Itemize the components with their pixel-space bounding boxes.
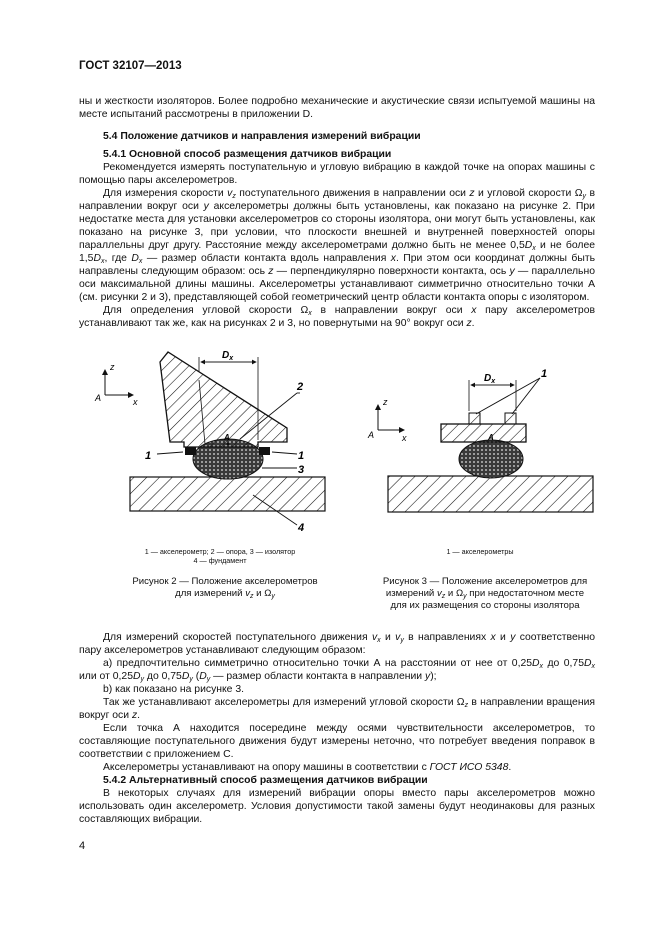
fig3-callout-1: 1: [541, 368, 548, 380]
fig2-accelerometer-right: [259, 447, 270, 455]
section-5-4-2-heading: 5.4.2 Альтернативный способ размещения датчиков вибрации: [103, 775, 428, 786]
fig3-support-plate: [441, 424, 526, 442]
fig2-callout-2: 2: [297, 381, 304, 393]
section-5-4-1-heading: 5.4.1 Основной способ размещения датчиков вибрации: [103, 149, 392, 160]
fig2-callout-1-left: 1: [145, 450, 152, 462]
fig3-accelerometer-right: [505, 413, 516, 424]
fig2-foundation: [130, 477, 325, 511]
fig3-axis-a-label: A: [368, 430, 375, 440]
document-header: ГОСТ 32107—2013: [79, 60, 182, 72]
section-5-4-heading: 5.4 Положение датчиков и направления измерений вибрации: [103, 131, 421, 142]
list-item-a: а) предпочтительно симметрично относительно точки А на расстоянии от нее от $0,25D_x$ до $0,75D_x$ или от $0,25D_y$ до $0,75D_y$ ($D_y$ — размер области контакта в направлении y);: [79, 658, 595, 683]
fig3-legend: 1 — акселерометры: [446, 547, 514, 556]
fig3-dimension-dx: [469, 373, 516, 411]
fig2-callout-4: 4: [298, 522, 305, 534]
page-number: 4: [79, 840, 86, 852]
fig2-axis-a-label: A: [95, 393, 102, 403]
fig3-dx-label: $D_x$: [484, 373, 496, 385]
fig3-foundation: [388, 476, 593, 512]
paragraph-omega-z: Так же устанавливают акселерометры для измерений угловой скорости $\Omega_z$ в направлении вращения вокруг оси z.: [79, 697, 596, 721]
paragraph-figure2-description: Для измерения скорости $v_z$ поступательного движения в направлении оси z и угловой скорости $\Omega_y$ в направлении вокруг оси y акселерометры должны быть установлены, как показано на рисунке 2. При недостатке места для установки акселерометров со стороны изолятора, они могут быть установлены, как показано на рисунке 3, при условии, что плоскости внешней и внутренней поверхностей опоры параллельны друг другу. Расстояние между акселерометрами должно быть не менее $0,5D_x$ и не более $1,5D_x$, где $D_x$ — размер области контакта вдоль направления x. При этом оси координат должны быть направлены следующим образом: ось z — перпендикулярно поверхности контакта, ось y — параллельно оси максимальной длины машины. Акселерометры устанавливают симметрично относительно точки А (см. рисунки 2 и 3), представляющей собой геометрический центр области контакта опоры с изолятором.: [79, 188, 596, 303]
fig3-axis-z-label: z: [383, 397, 388, 407]
fig2-accelerometer-left: [185, 447, 196, 455]
fig2-axis-x-label: x: [133, 397, 138, 407]
fig3-isolator: [459, 440, 523, 478]
fig2-legend: 1 — акселерометр; 2 — опора, 3 — изолятор 4 — фундамент: [144, 547, 296, 565]
paragraph-point-a-correction: Если точка А находится посередине между осями чувствительности акселерометров, то составляющие поступательного движения будут измерены неточно, что потребует введения поправок в соответствии с приложением С.: [79, 723, 595, 760]
fig3-axes: [367, 397, 407, 443]
fig2-axes: [94, 362, 138, 407]
fig2-point-a: A: [224, 433, 230, 442]
fig2-callout-1-right: 1: [298, 450, 305, 462]
paragraph-alternative: В некоторых случаях для измерений вибрации опоры вместо пары акселерометров можно использовать один акселерометр. Условия допустимости такой замены будут неодинаковы для разных составляющих вибрации.: [79, 788, 595, 825]
paragraph-omega-x: Для определения угловой скорости $\Omega_x$ в направлении вокруг оси x пару акселерометров устанавливают так же, как на рисунках 2 и 3, но повернутыми на 90° вокруг оси z.: [79, 305, 596, 329]
fig2-dx-label: $D_x$: [222, 350, 234, 362]
list-item-b: b) как показано на рисунке 3.: [103, 684, 245, 695]
bottom-text-block: [79, 631, 595, 826]
fig2-caption: Рисунок 2 — Положение акселерометров для измерений $v_z$ и $\Omega_y$: [132, 576, 318, 600]
fig3-accelerometer-left: [469, 413, 480, 424]
paragraph-standard-reference: Акселерометры устанавливают на опору машины в соответствии с ГОСТ ИСО 5348.: [103, 762, 512, 773]
fig3-point-a: A: [488, 433, 494, 442]
paragraph-recommendation: Рекомендуется измерять поступательную и угловую вибрацию в каждой точке на опорах машины с помощью пары акселерометров.: [79, 162, 595, 186]
paragraph-vx-vy: Для измерений скоростей поступательного движения $v_x$ и $v_y$ в направлениях x и y соответственно пару акселерометров устанавливают следующим образом:: [79, 632, 595, 656]
fig3-caption: Рисунок 3 — Положение акселерометров для измерений $v_z$ и $\Omega_y$ при недостаточном месте для их размещения со стороны изолятора: [382, 576, 588, 611]
fig2-callout-3: 3: [298, 464, 305, 476]
fig2-axis-z-label: z: [110, 362, 115, 372]
fig3-axis-x-label: x: [402, 433, 407, 443]
paragraph-continuation: ны и жесткости изоляторов. Более подробно механические и акустические связи испытуемой машины на месте испытаний рассмотрены в приложении D.: [79, 96, 595, 120]
